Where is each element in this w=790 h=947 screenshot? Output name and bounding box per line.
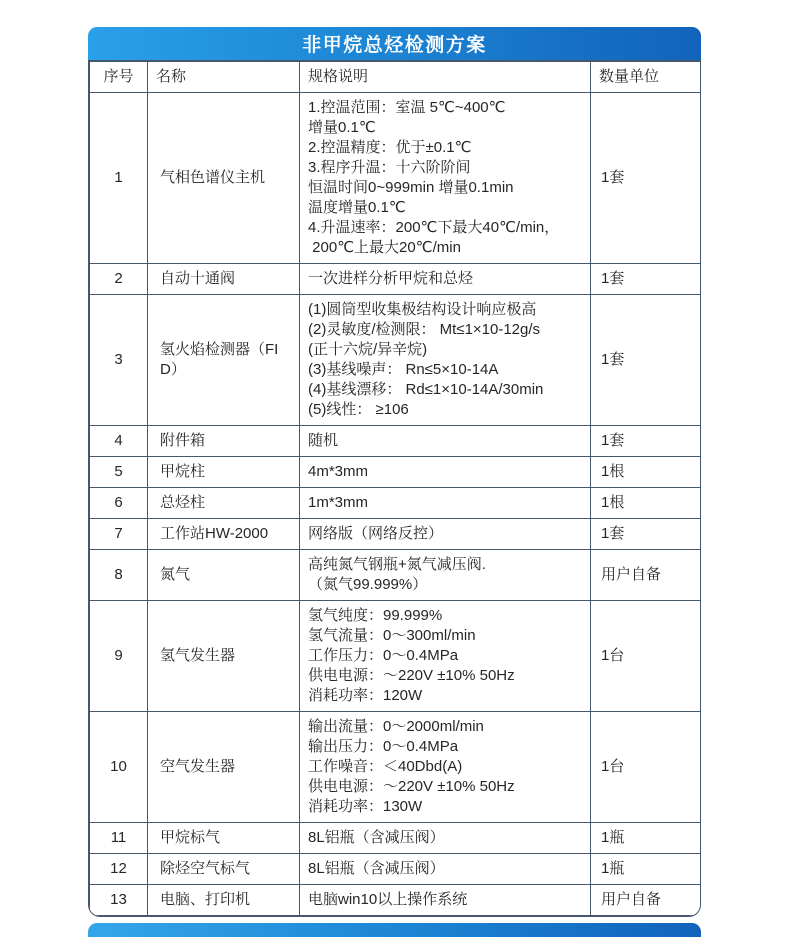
cell-qty: 用户自备 [591,885,702,916]
spec-line: 供电电源：～220V ±10% 50Hz [308,667,515,684]
spec-line: 1.控温范围：室温 5℃~400℃ [308,99,506,116]
spec-line: 随机 [308,432,339,449]
cell-no: 5 [90,457,148,488]
table-row [90,488,702,519]
col-header-no: 序号 [90,62,148,93]
cell-no: 4 [90,426,148,457]
cell-qty: 1套 [591,93,702,264]
table-row [90,601,702,712]
cell-qty: 1瓶 [591,854,702,885]
table-wrap [88,60,701,917]
spec-line: 电脑win10以上操作系统 [308,891,468,908]
cell-qty: 1套 [591,264,702,295]
col-header-name: 名称 [148,62,300,93]
spec-line: 2.控温精度：优于±0.1℃ [308,139,472,156]
spec-line: 网络版（网络反控） [308,525,444,542]
cell-qty: 1根 [591,457,702,488]
table-row [90,712,702,823]
spec-line: 一次进样分析甲烷和总烃 [308,270,474,287]
cell-no: 11 [90,823,148,854]
cell-spec [300,885,591,916]
table-row [90,854,702,885]
cell-name: 除烃空气标气 [148,854,300,885]
cell-name: 氢气发生器 [148,601,300,712]
spec-line: 工作噪音：＜40Dbd(A) [308,758,463,775]
cell-spec [300,488,591,519]
cell-spec [300,93,591,264]
spec-line: 氢气纯度：99.999% [308,607,443,624]
spec-line: （氮气99.999%） [308,576,428,593]
cell-name: 氮气 [148,550,300,601]
spec-line: 8L铝瓶（含减压阀） [308,860,445,877]
cell-qty: 用户自备 [591,550,702,601]
next-section-header-peek [88,923,701,937]
spec-line: (1)圆筒型收集极结构设计响应极高 [308,301,537,318]
cell-no: 8 [90,550,148,601]
spec-line: 输出流量：0～2000ml/min [308,718,484,735]
cell-name: 氢火焰检测器（FID） [148,295,300,426]
spec-line: 高纯氮气钢瓶+氮气减压阀. [308,556,486,573]
spec-line: 8L铝瓶（含减压阀） [308,829,445,846]
cell-no: 13 [90,885,148,916]
cell-qty: 1瓶 [591,823,702,854]
cell-no: 3 [90,295,148,426]
cell-no: 12 [90,854,148,885]
spec-line: 4.升温速率：200℃下最大40℃/min， [308,219,560,236]
table-body [90,93,702,916]
cell-name: 电脑、打印机 [148,885,300,916]
cell-qty: 1根 [591,488,702,519]
cell-spec [300,295,591,426]
cell-name: 甲烷标气 [148,823,300,854]
cell-qty: 1台 [591,712,702,823]
table-row [90,457,702,488]
table-row [90,426,702,457]
spec-line: (正十六烷/异辛烷) [308,341,428,358]
cell-name: 甲烷柱 [148,457,300,488]
cell-name: 附件箱 [148,426,300,457]
cell-name: 总烃柱 [148,488,300,519]
cell-spec [300,426,591,457]
spec-line: 供电电源：～220V ±10% 50Hz [308,778,515,795]
spec-line: 3.程序升温：十六阶阶间 [308,159,471,176]
cell-qty: 1套 [591,519,702,550]
spec-line: (3)基线噪声： Rn≤5×10-14A [308,361,499,378]
cell-spec [300,264,591,295]
table-row [90,519,702,550]
cell-spec [300,519,591,550]
spec-line: 温度增量0.1℃ [308,199,406,216]
spec-line: (5)线性： ≥106 [308,401,409,418]
spec-line: (2)灵敏度/检测限： Mt≤1×10-12g/s [308,321,541,338]
spec-table [89,61,701,916]
cell-no: 10 [90,712,148,823]
cell-spec [300,550,591,601]
cell-no: 7 [90,519,148,550]
table-row [90,264,702,295]
cell-no: 9 [90,601,148,712]
spec-line: 增量0.1℃ [308,119,376,136]
header-row [90,62,702,93]
cell-spec [300,854,591,885]
spec-line: 输出压力：0～0.4MPa [308,738,459,755]
page-title: 非甲烷总烃检测方案 [302,35,487,56]
spec-line: 氢气流量：0～300ml/min [308,627,476,644]
detection-plan-sheet [88,27,701,937]
cell-name: 气相色谱仪主机 [148,93,300,264]
cell-spec [300,712,591,823]
cell-qty: 1套 [591,295,702,426]
table-row [90,93,702,264]
table-row [90,295,702,426]
cell-no: 2 [90,264,148,295]
cell-name: 空气发生器 [148,712,300,823]
spec-line: 恒温时间0~999min 增量0.1min [308,179,514,196]
col-header-spec: 规格说明 [300,62,591,93]
table-row [90,823,702,854]
col-header-qty: 数量单位 [591,62,702,93]
table-row [90,550,702,601]
cell-spec [300,601,591,712]
title-bar [88,27,701,60]
spec-line: 工作压力：0～0.4MPa [308,647,459,664]
spec-line: (4)基线漂移： Rd≤1×10-14A/30min [308,381,544,398]
cell-spec [300,823,591,854]
spec-line: 消耗功率：120W [308,687,423,704]
table-row [90,885,702,916]
spec-line: 1m*3mm [308,494,369,511]
cell-name: 自动十通阀 [148,264,300,295]
spec-line: 4m*3mm [308,463,369,480]
cell-spec [300,457,591,488]
cell-name: 工作站HW-2000 [148,519,300,550]
cell-qty: 1台 [591,601,702,712]
spec-line: 消耗功率：130W [308,798,423,815]
cell-no: 1 [90,93,148,264]
cell-qty: 1套 [591,426,702,457]
spec-line: 200℃上最大20℃/min [308,239,461,256]
cell-no: 6 [90,488,148,519]
